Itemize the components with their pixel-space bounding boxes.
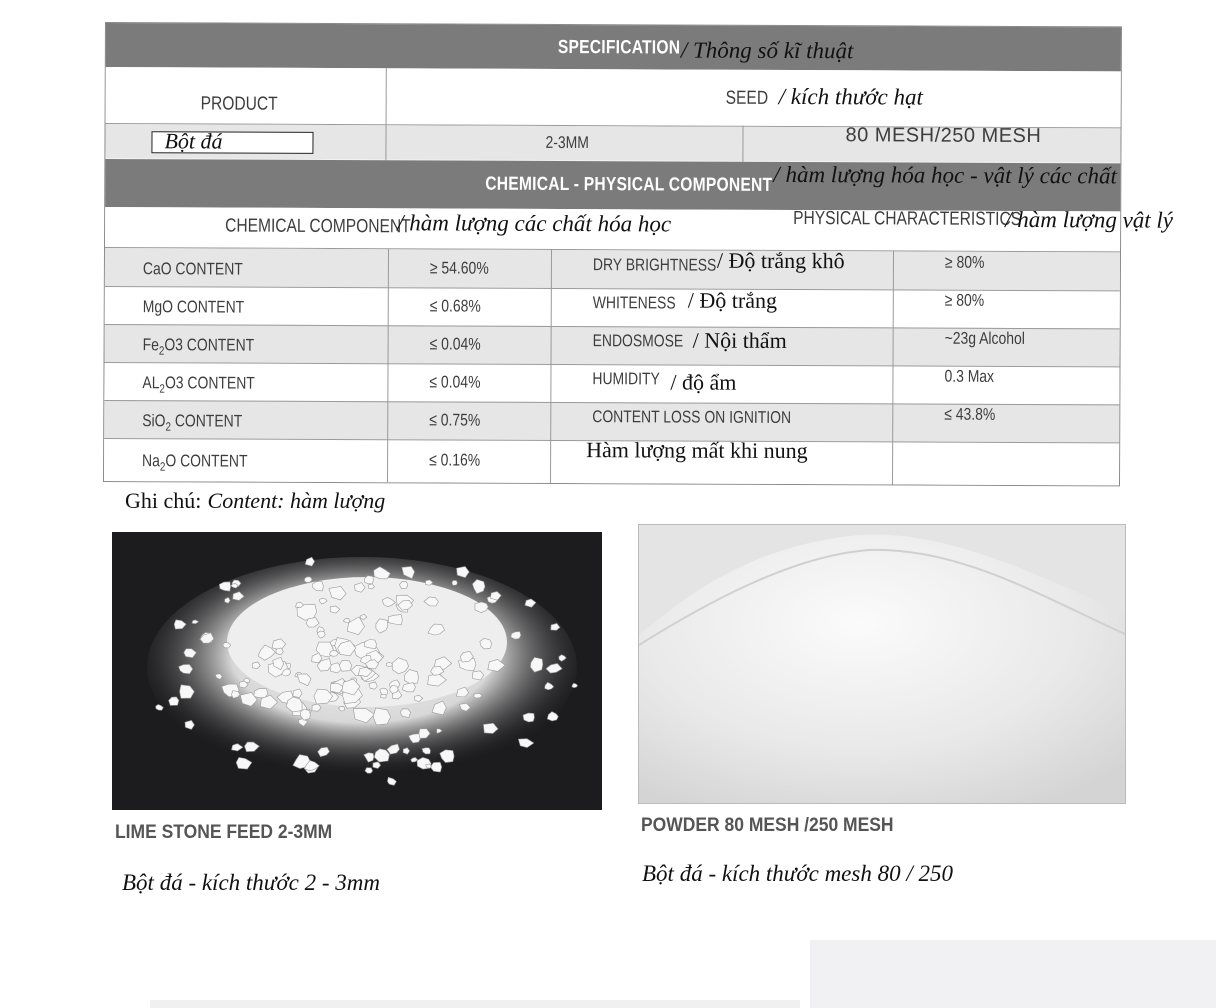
specification-translation: / Thông số kĩ thuật	[680, 37, 854, 64]
physical-value: 0.3 Max	[944, 366, 995, 386]
seed-option-2-3mm: 2-3MM	[545, 132, 589, 153]
stone-shape	[388, 615, 402, 625]
physical-value: ≥ 80%	[944, 252, 985, 272]
physical-translation: / Nội thẩm	[692, 327, 787, 353]
seed-label: SEED	[725, 87, 769, 109]
physical-translation: / Độ trắng	[687, 287, 778, 313]
chemical-component-label: CHEMICAL COMPONENT	[225, 215, 411, 238]
note-text: Content: hàm lượng	[207, 488, 386, 513]
ignition-translation: Hàm lượng mất khi nung	[586, 437, 808, 464]
powder-caption: POWDER 80 MESH /250 MESH	[641, 815, 894, 836]
scan-shadow-bottom	[150, 1000, 800, 1008]
chemical-name: MgO CONTENT	[142, 297, 245, 317]
physical-value: ≥ 80%	[944, 290, 985, 310]
note-label: Ghi chú:	[125, 488, 202, 513]
stone-shape	[452, 580, 458, 585]
chemical-value: ≥ 54.60%	[429, 258, 489, 278]
physical-name: WHITENESS	[592, 293, 676, 313]
chemical-name: CaO CONTENT	[142, 259, 243, 279]
stone-shape	[339, 660, 352, 671]
chemical-name: SiO$_2$ CONTENT	[142, 411, 243, 434]
limestone-feed-photo	[112, 532, 602, 810]
powder-pile-illustration	[639, 525, 1126, 804]
chemical-value: ≤ 0.16%	[429, 450, 481, 470]
physical-name: CONTENT LOSS ON IGNITION	[592, 407, 792, 427]
specification-title: SPECIFICATION	[557, 36, 681, 59]
component-title: CHEMICAL - PHYSICAL COMPONENT	[485, 173, 773, 196]
seed-option-80-250-mesh: 80 MESH/250 MESH	[845, 124, 1042, 148]
seed-translation: / kích thước hạt	[778, 83, 924, 110]
product-field[interactable]: Bột đá	[151, 131, 313, 154]
specification-header-band	[106, 23, 1121, 71]
physical-characteristics-translation: / hàm lượng vật lý	[1005, 206, 1174, 233]
component-translation: / hàm lượng hóa học - vật lý các chất	[773, 161, 1117, 189]
physical-value: ~23g Alcohol	[944, 328, 1025, 349]
stone-shape	[369, 682, 377, 689]
stone-shape	[523, 713, 534, 722]
limestone-pile-illustration	[112, 532, 602, 810]
physical-name: HUMIDITY	[592, 369, 660, 389]
limestone-feed-caption: LIME STONE FEED 2-3MM	[115, 822, 333, 843]
chemical-name: $Na_2O$ CONTENT	[142, 451, 248, 474]
physical-translation: / Độ trắng khô	[716, 247, 845, 274]
chemical-component-translation: / hàm lượng các chất hóa học	[397, 210, 672, 237]
stone-shape	[386, 662, 392, 666]
powder-translation: Bột đá - kích thước mesh 80 / 250	[642, 861, 953, 886]
physical-name: DRY BRIGHTNESS	[592, 255, 717, 275]
product-label: PRODUCT	[200, 93, 278, 115]
chemical-name: $Fe_2O3$ CONTENT	[142, 335, 255, 358]
physical-characteristics-label: PHYSICAL CHARACTERISTICS	[793, 208, 1022, 230]
limestone-feed-translation: Bột đá - kích thước 2 - 3mm	[122, 870, 380, 895]
powder-photo	[638, 524, 1126, 804]
chemical-value: ≤ 0.04%	[429, 372, 481, 392]
stone-shape	[364, 640, 376, 649]
scan-shadow	[810, 940, 1216, 1008]
physical-name: ENDOSMOSE	[592, 331, 684, 351]
chemical-value: ≤ 0.68%	[429, 296, 481, 316]
chemical-name: $AL_2O3$ CONTENT	[142, 373, 255, 396]
physical-value: ≤ 43.8%	[944, 404, 996, 424]
chemical-value: ≤ 0.04%	[429, 334, 481, 354]
chemical-value: ≤ 0.75%	[429, 410, 481, 430]
specification-table	[103, 22, 1174, 486]
physical-translation: / độ ẩm	[670, 369, 737, 395]
note	[125, 488, 385, 514]
